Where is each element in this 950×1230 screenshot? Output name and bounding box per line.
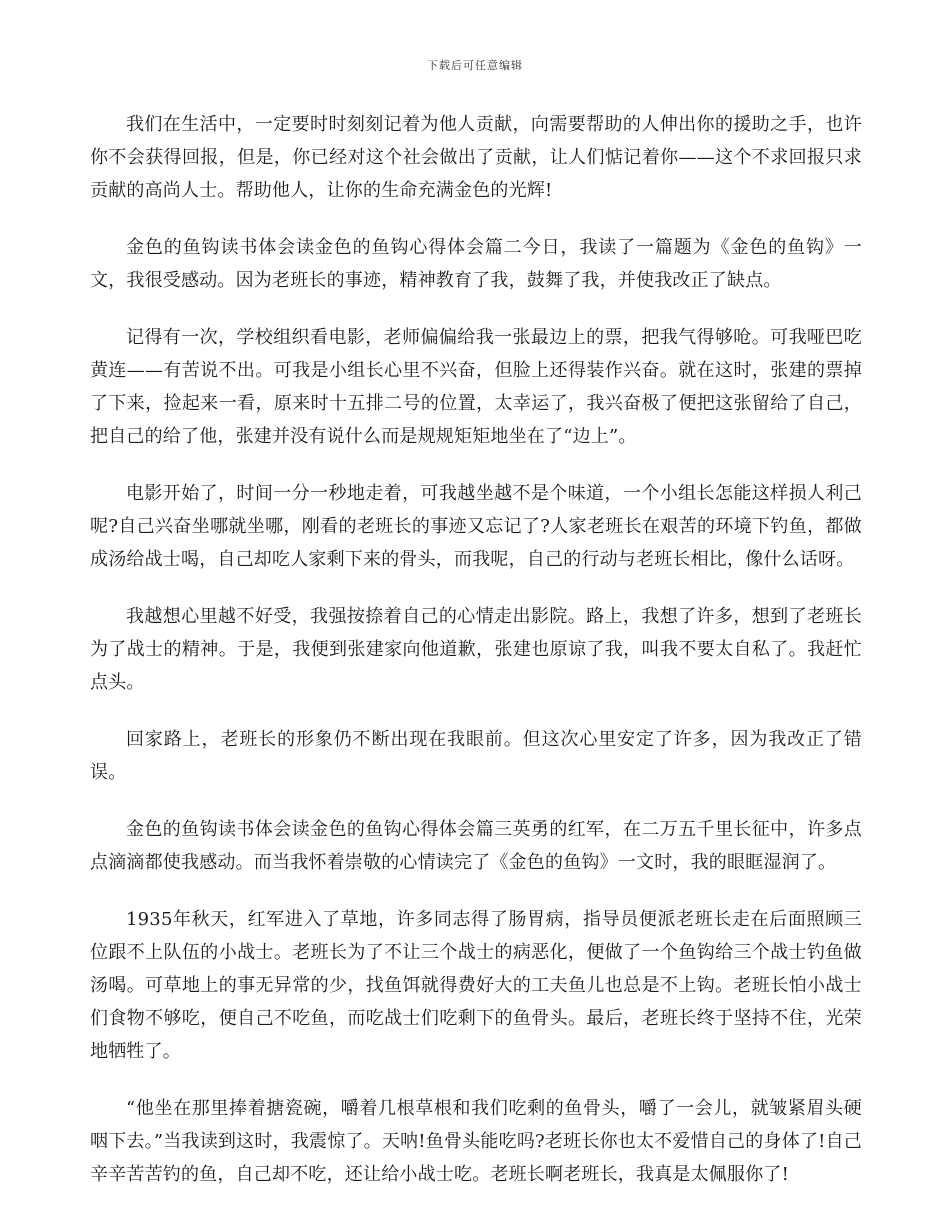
paragraph: 金色的鱼钩读书体会读金色的鱼钩心得体会篇三英勇的红军，在二万五千里长征中，许多点点滴滴都使我感动。而当我怀着崇敬的心情读完了《金色的鱼钩》一文时，我的眼眶湿润了。 [90, 819, 862, 873]
paragraph: “他坐在那里捧着搪瓷碗，嚼着几根草根和我们吃剩的鱼骨头，嚼了一会儿，就皱紧眉头硬咽下去。”当我读到这时，我震惊了。天呐!鱼骨头能吃吗?老班长你也太不爱惜自己的身体了!自己辛辛苦苦钓的鱼，自己却不吃，还让给小战士吃。老班长啊老班长，我真是太佩服你了! [90, 1098, 862, 1185]
paragraph: 我们在生活中，一定要时时刻刻记着为他人贡献，向需要帮助的人伸出你的援助之手，也许你不会获得回报，但是，你已经对这个社会做出了贡献，让人们惦记着你——这个不求回报只求贡献的高尚人士。帮助他人，让你的生命充满金色的光辉! [90, 114, 862, 201]
paragraph: 回家路上，老班长的形象仍不断出现在我眼前。但这次心里安定了许多，因为我改正了错误。 [90, 729, 862, 783]
document-body [90, 108, 862, 1215]
paragraph: 我越想心里越不好受，我强按捺着自己的心情走出影院。路上，我想了许多，想到了老班长为了战士的精神。于是，我便到张建家向他道歉，张建也原谅了我，叫我不要太自私了。我赶忙点头。 [90, 606, 862, 693]
paragraph: 1935年秋天，红军进入了草地，许多同志得了肠胃病，指导员便派老班长走在后面照顾三位跟不上队伍的小战士。老班长为了不让三个战士的病恶化，便做了一个鱼钩给三个战士钓鱼做汤喝。可草地上的事无异常的少，找鱼饵就得费好大的工夫鱼儿也总是不上钩。老班长怕小战士们食物不够吃，便自己不吃鱼，而吃战士们吃剩下的鱼骨头。最后，老班长终于坚持不住，光荣地牺牲了。 [90, 909, 862, 1062]
paragraph: 记得有一次，学校组织看电影，老师偏偏给我一张最边上的票，把我气得够呛。可我哑巴吃黄连——有苦说不出。可我是小组长心里不兴奋，但脸上还得装作兴奋。就在这时，张建的票掉了下来，捡起来一看，原来时十五排二号的位置，太幸运了，我兴奋极了便把这张留给了自己，把自己的给了他，张建并没有说什么而是规规矩矩地坐在了“边上”。 [90, 327, 862, 447]
paragraph: 电影开始了，时间一分一秒地走着，可我越坐越不是个味道，一个小组长怎能这样损人利己呢?自己兴奋坐哪就坐哪，刚看的老班长的事迹又忘记了?人家老班长在艰苦的环境下钓鱼，都做成汤给战士喝，自己却吃人家剩下来的骨头，而我呢，自己的行动与老班长相比，像什么话呀。 [90, 483, 862, 570]
page-header: 下载后可任意编辑 [427, 59, 523, 72]
paragraph: 金色的鱼钩读书体会读金色的鱼钩心得体会篇二今日，我读了一篇题为《金色的鱼钩》一文，我很受感动。因为老班长的事迹，精神教育了我，鼓舞了我，并使我改正了缺点。 [90, 237, 862, 291]
